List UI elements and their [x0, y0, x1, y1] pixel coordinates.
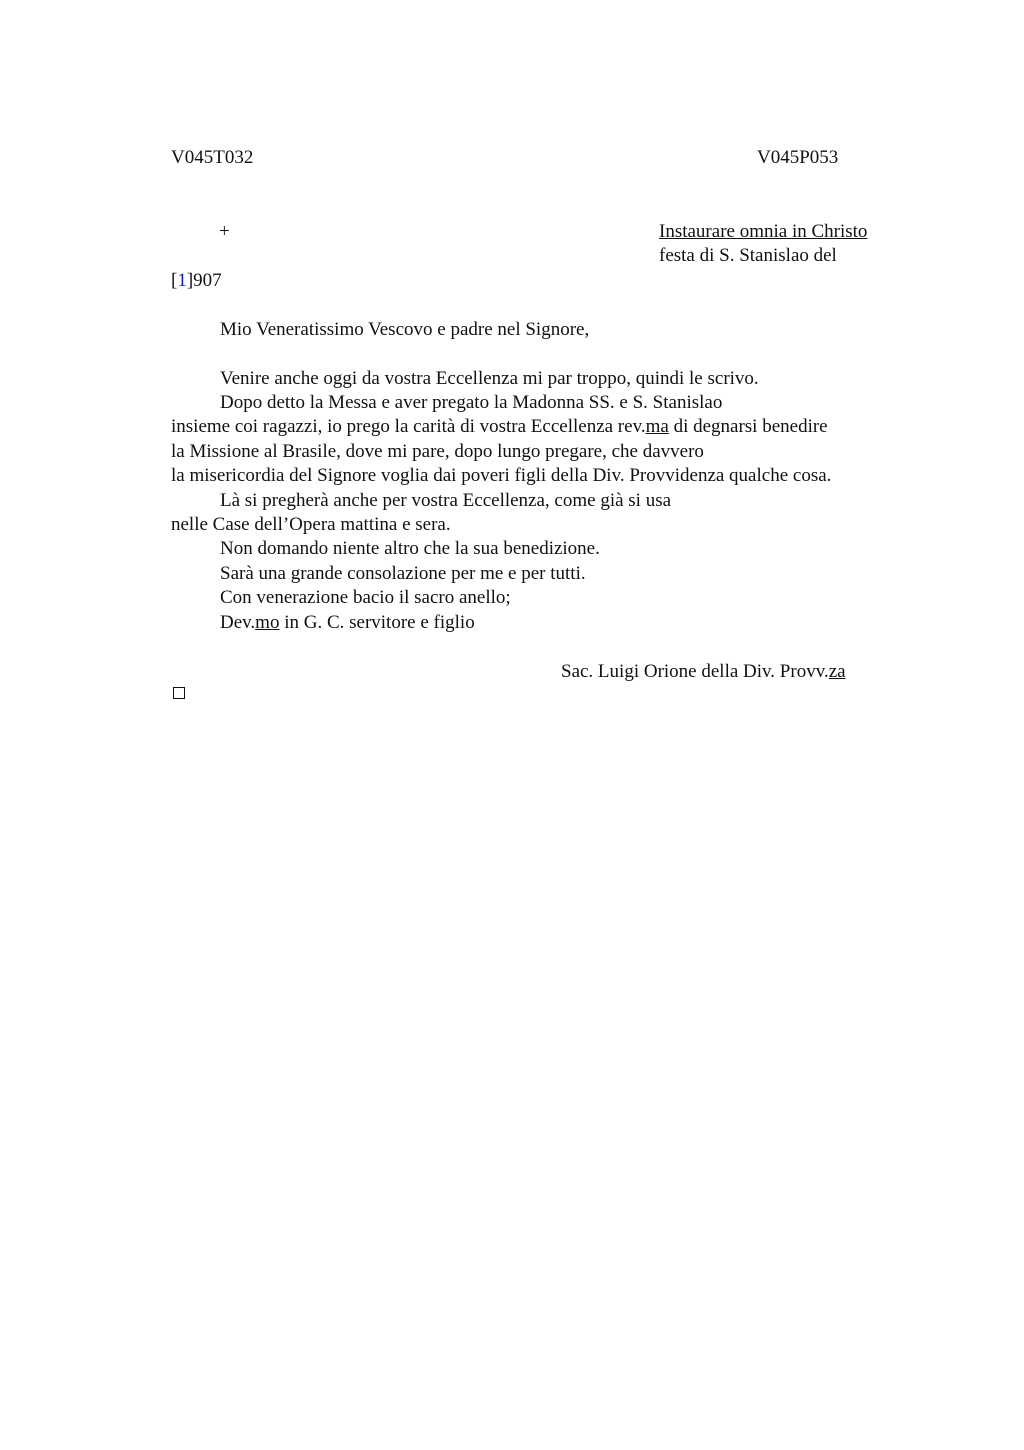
body-line: [171, 415, 828, 439]
body-line: nelle Case dell’Opera mattina e sera.: [171, 514, 451, 535]
year-rest: 907: [193, 270, 222, 291]
body-line: Sarà una grande consolazione per me e per tutti.: [220, 563, 586, 584]
closing-text: Dev.: [220, 612, 256, 633]
cross-symbol: +: [219, 221, 230, 242]
empty-square-icon: [173, 687, 185, 699]
salutation: Mio Veneratissimo Vescovo e padre nel Signore,: [220, 319, 590, 340]
body-line: la Missione al Brasile, dove mi pare, dopo lungo pregare, che davvero: [171, 441, 704, 462]
body-text: di degnarsi benedire: [668, 416, 828, 437]
closing-line: [220, 611, 475, 635]
bracket-open: [: [171, 270, 178, 291]
document-code-right: V045P053: [757, 147, 839, 168]
body-line: Dopo detto la Messa e aver pregato la Madonna SS. e S. Stanislao: [220, 392, 723, 413]
body-line: Là si pregherà anche per vostra Eccellenza, come già si usa: [220, 490, 672, 511]
motto: Instaurare omnia in Christo: [659, 221, 868, 242]
date-line-1: festa di S. Stanislao del: [659, 245, 837, 266]
body-line: Con venerazione bacio il sacro anello;: [220, 587, 511, 608]
footnote-reference[interactable]: 1: [177, 270, 187, 291]
body-text: insieme coi ragazzi, io prego la carità di vostra Eccellenza rev.: [171, 416, 646, 437]
date-line-2: [171, 269, 222, 293]
body-line: Venire anche oggi da vostra Eccellenza mi par troppo, quindi le scrivo.: [220, 368, 759, 389]
abbreviation-superscript: mo: [255, 612, 280, 633]
bracket-close: ]: [186, 270, 194, 291]
abbreviation-superscript: ma: [645, 416, 669, 437]
abbreviation-superscript: za: [828, 661, 846, 682]
document-code-left: V045T032: [171, 147, 254, 168]
signature: [561, 660, 846, 684]
closing-text: in G. C. servitore e figlio: [279, 612, 475, 633]
signature-text: Sac. Luigi Orione della Div. Provv.: [561, 661, 829, 682]
body-line: Non domando niente altro che la sua benedizione.: [220, 538, 600, 559]
body-line: la misericordia del Signore voglia dai poveri figli della Div. Provvidenza qualche cosa.: [171, 465, 832, 486]
